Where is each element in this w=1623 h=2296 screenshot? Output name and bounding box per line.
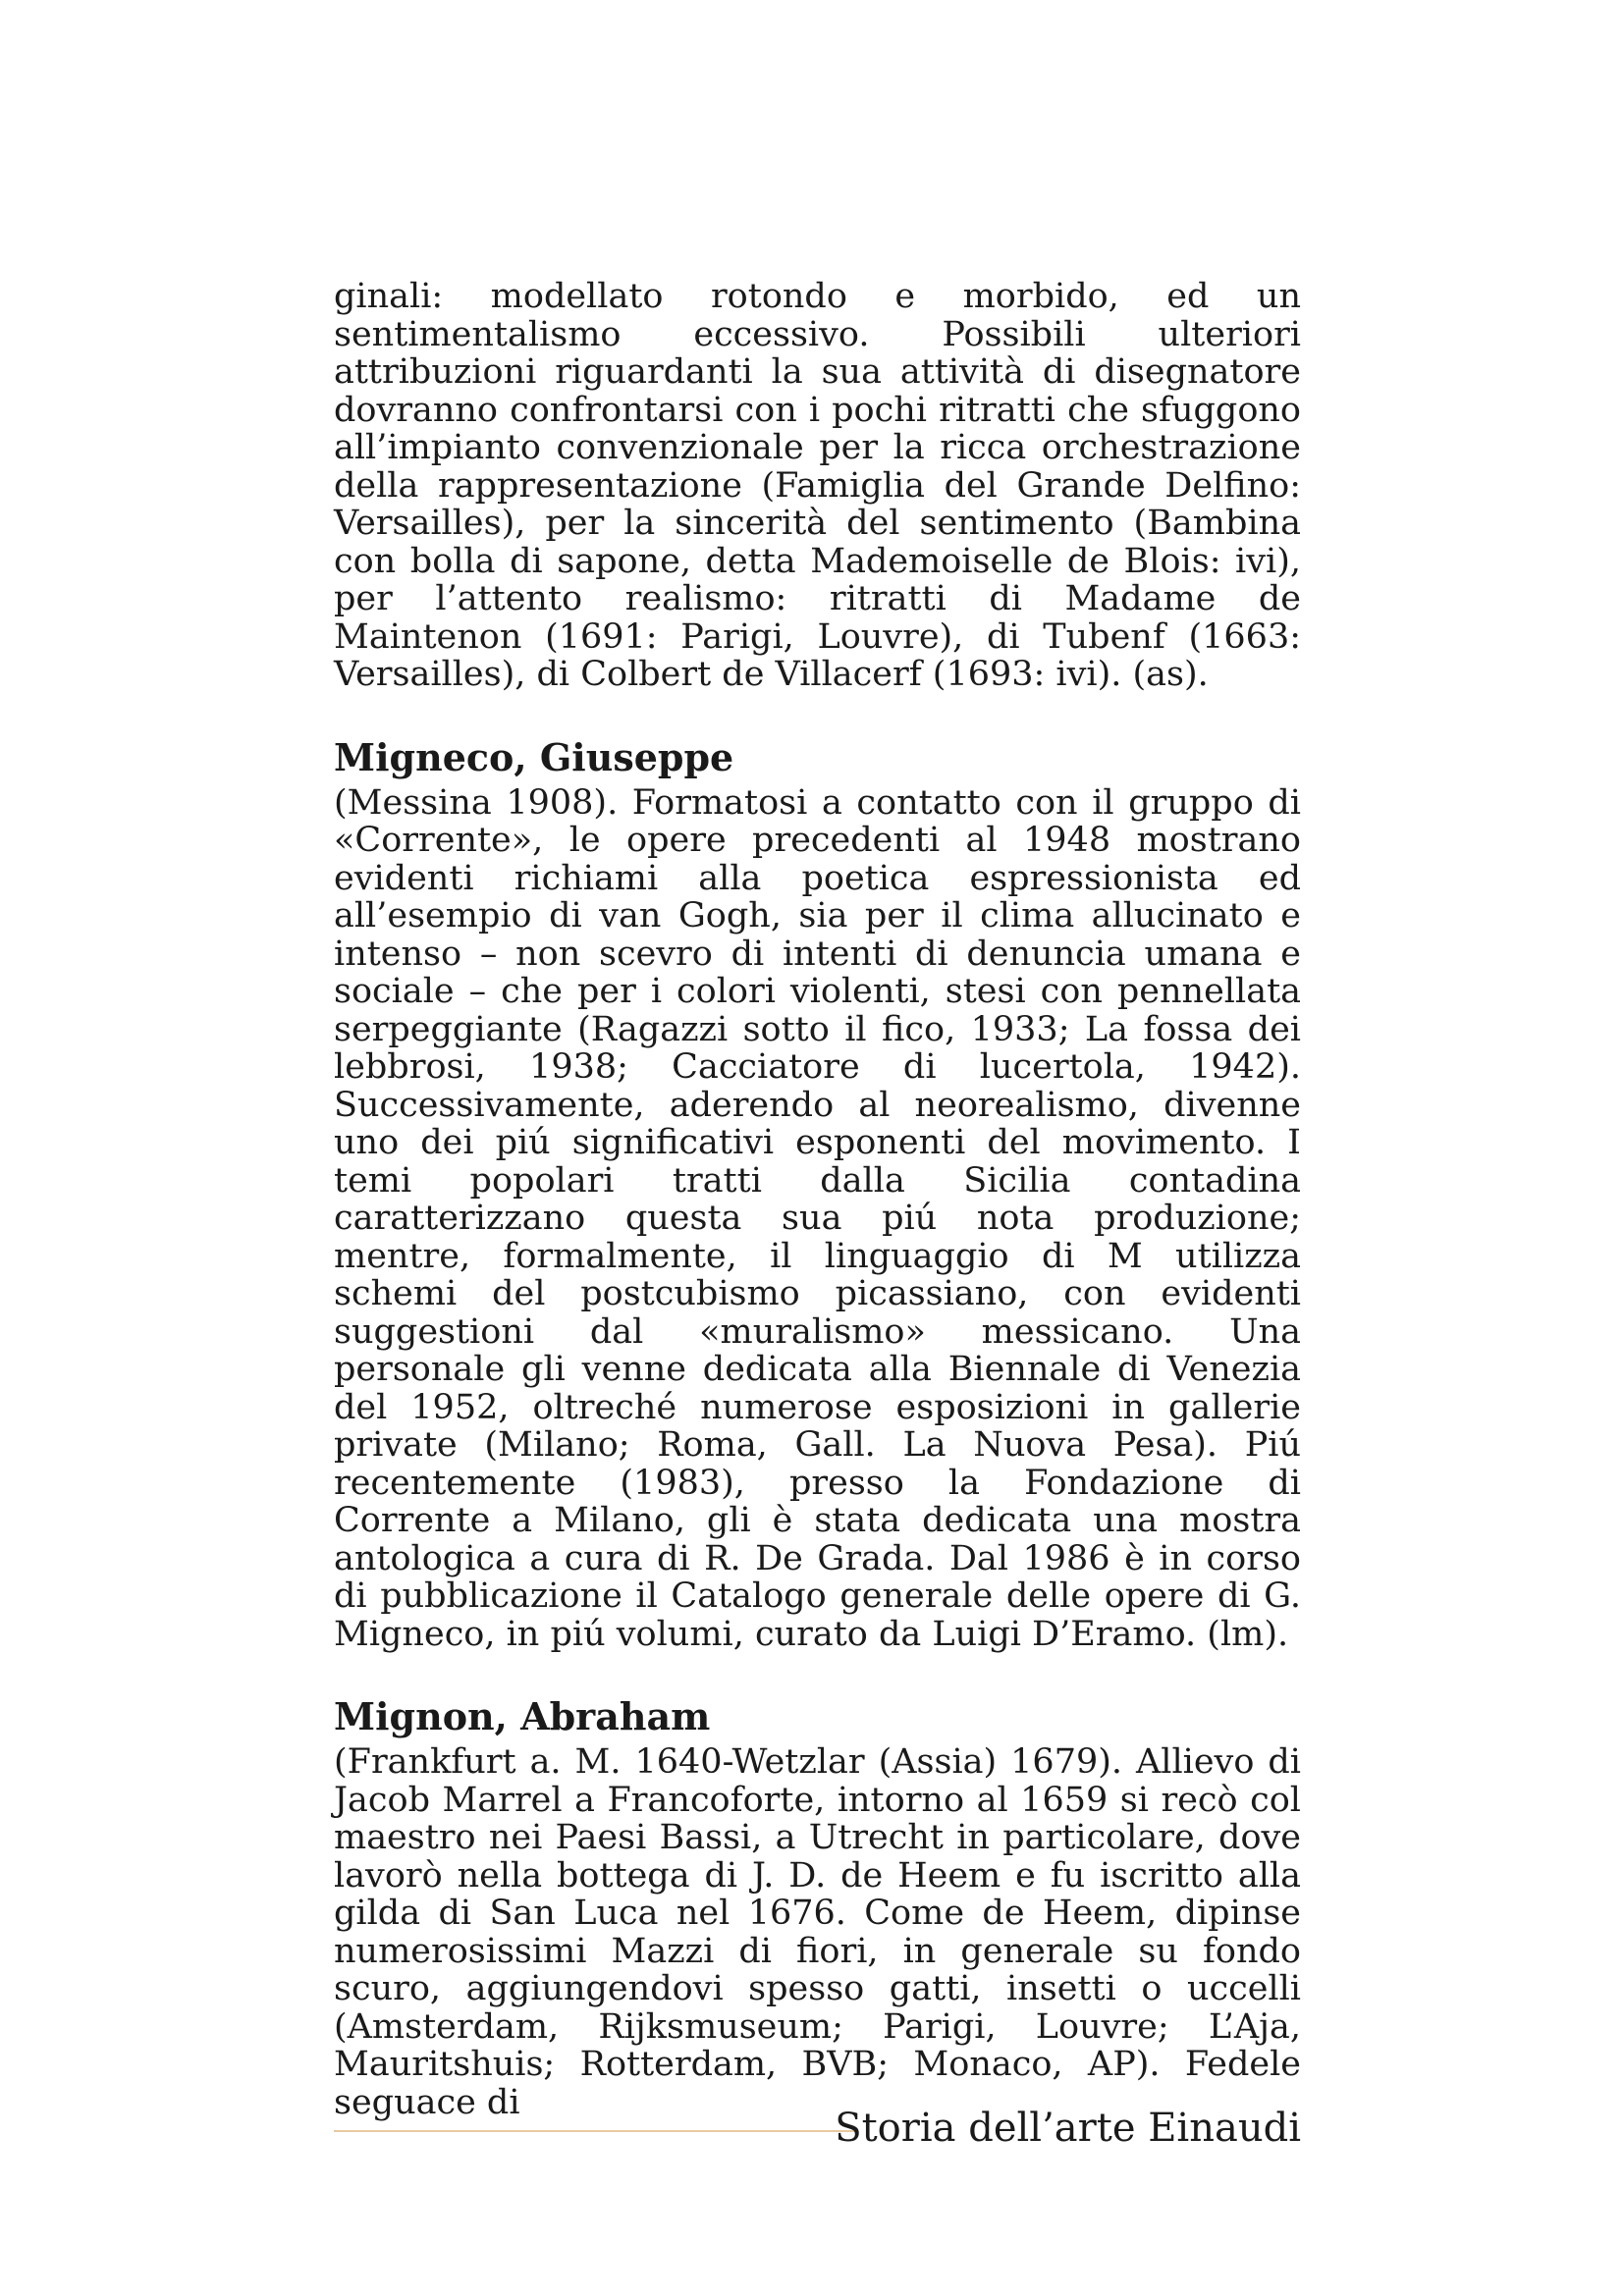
entry-title: Migneco, Giuseppe — [334, 734, 734, 779]
entry-title: Mignon, Abraham — [334, 1694, 711, 1738]
page-footer — [334, 2099, 1301, 2158]
entry-mignon — [334, 1694, 1301, 2121]
footer-title: Storia dell’arte Einaudi — [835, 2106, 1301, 2151]
entry-migneco — [334, 735, 1301, 1654]
footer-rule — [334, 2130, 854, 2132]
text-column — [334, 278, 1301, 2121]
continuation-paragraph: ginali: modellato rotondo e morbido, ed un sentimentalismo eccessivo. Possibili ulteriori attribuzioni riguardanti la sua attività di disegnatore dovranno confrontarsi con i pochi ritratti che sfuggono all’impianto convenzionale per la ricca orchestrazione della rappresentazione (Famiglia del Grande Delfino: Versailles), per la sincerità del sentimento (Bambina con bolla di sapone, detta Mademoiselle de Blois: ivi), per l’attento realismo: ritratti di Madame de Maintenon (1691: Parigi, Louvre), di Tubenf (1663: Versailles), di Colbert de Villacerf (1693: ivi). (as). — [334, 277, 1301, 694]
entry-body: (Frankfurt a. M. 1640-Wetzlar (Assia) 1679). Allievo di Jacob Marrel a Francoforte, intorno al 1659 si recò col maestro nei Paesi Bassi, a Utrecht in particolare, dove lavorò nella bottega di J. D. de Heem e fu iscritto alla gilda di San Luca nel 1676. Come de Heem, dipinse numerosissimi Mazzi di fiori, in generale su fondo scuro, aggiungendovi spesso gatti, insetti o uccelli (Amsterdam, Rijksmuseum; Parigi, Louvre; L’Aja, Mauritshuis; Rotterdam, BVB; Monaco, AP). Fedele seguace di — [334, 1742, 1301, 2122]
entry-body: (Messina 1908). Formatosi a contatto con il gruppo di «Corrente», le opere precedenti al 1948 mostrano evidenti richiami alla poetica espressionista ed all’esempio di van Gogh, sia per il clima allucinato e intenso – non scevro di intenti di denuncia umana e sociale – che per i colori violenti, stesi con pennellata serpeggiante (Ragazzi sotto il fico, 1933; La fossa dei lebbrosi, 1938; Cacciatore di lucertola, 1942). Successivamente, aderendo al neorealismo, divenne uno dei piú significativi esponenti del movimento. I temi popolari tratti dalla Sicilia contadina caratterizzano questa sua piú nota produzione; mentre, formalmente, il linguaggio di M utilizza schemi del postcubismo picassiano, con evidenti suggestioni dal «muralismo» messicano. Una personale gli venne dedicata alla Biennale di Venezia del 1952, oltreché numerose esposizioni in gallerie private (Milano; Roma, Gall. La Nuova Pesa). Piú recentemente (1983), presso la Fondazione di Corrente a Milano, gli è stata dedicata una mostra antologica a cura di R. De Grada. Dal 1986 è in corso di pubblicazione il Catalogo generale delle opere di G. Migneco, in piú volumi, curato da Luigi D’Eramo. (lm). — [334, 782, 1301, 1654]
